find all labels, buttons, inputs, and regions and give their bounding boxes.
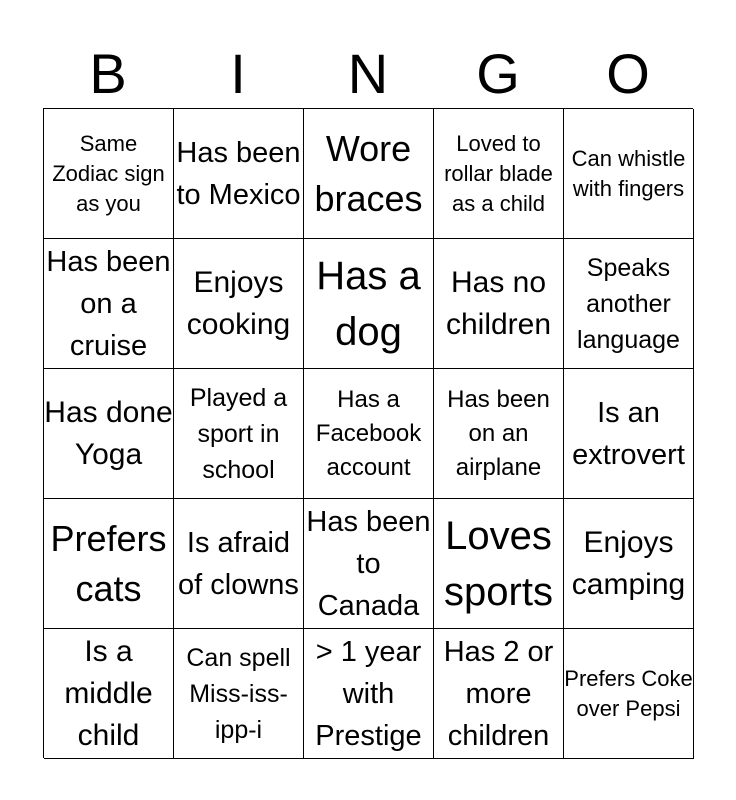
bingo-cell[interactable] xyxy=(564,239,694,369)
cell-text: Enjoys cooking xyxy=(186,265,291,341)
bingo-cell[interactable] xyxy=(174,499,304,629)
bingo-cell[interactable] xyxy=(44,629,174,759)
cell-text: Has no children xyxy=(445,265,552,341)
bingo-cell[interactable] xyxy=(44,109,174,239)
cell-text: Prefers Coke over Pepsi xyxy=(564,665,693,721)
bingo-cell[interactable] xyxy=(174,369,304,499)
cell-text: Loved to rollar blade as a child xyxy=(444,130,553,216)
cell-text: Played a sport in school xyxy=(189,383,288,484)
cell-text: Has 2 or more children xyxy=(443,635,554,752)
bingo-cell[interactable] xyxy=(564,369,694,499)
bingo-cell[interactable] xyxy=(174,109,304,239)
bingo-cell[interactable] xyxy=(434,499,564,629)
bingo-cell[interactable] xyxy=(434,239,564,369)
bingo-cell[interactable] xyxy=(434,109,564,239)
bingo-cell[interactable] xyxy=(304,629,434,759)
bingo-cell[interactable] xyxy=(44,499,174,629)
bingo-cell[interactable] xyxy=(434,369,564,499)
cell-text: Has done Yoga xyxy=(44,395,173,471)
bingo-cell[interactable] xyxy=(564,109,694,239)
cell-text: Has been on a cruise xyxy=(46,245,171,362)
cell-text: Is a middle child xyxy=(64,634,153,752)
cell-text: Is afraid of clowns xyxy=(178,526,299,601)
bingo-cell[interactable] xyxy=(304,239,434,369)
cell-text: Enjoys camping xyxy=(571,525,686,601)
cell-text: Has a dog xyxy=(316,253,421,354)
bingo-cell[interactable] xyxy=(174,239,304,369)
bingo-cell[interactable] xyxy=(174,629,304,759)
cell-text: Can spell Miss-iss-ipp-i xyxy=(186,643,291,744)
cell-text: > 1 year with Prestige xyxy=(315,635,422,752)
cell-text: Wore braces xyxy=(314,127,423,219)
bingo-cell[interactable] xyxy=(434,629,564,759)
header-letter-b: B xyxy=(89,42,127,105)
cell-text: Can whistle with fingers xyxy=(571,145,686,201)
cell-text: Has been to Mexico xyxy=(176,136,301,211)
header-letter-n: N xyxy=(347,42,389,105)
cell-text: Same Zodiac sign as you xyxy=(52,130,165,216)
header-letter-g: G xyxy=(476,42,520,105)
bingo-cell[interactable] xyxy=(304,369,434,499)
header-letter-i: I xyxy=(230,42,246,105)
bingo-cell[interactable] xyxy=(304,109,434,239)
bingo-cell[interactable] xyxy=(44,369,174,499)
bingo-cell[interactable] xyxy=(304,499,434,629)
cell-text: Has a Facebook account xyxy=(315,385,422,481)
cell-text: Prefers cats xyxy=(50,517,167,609)
bingo-cell[interactable] xyxy=(564,499,694,629)
cell-text: Is an extrovert xyxy=(572,396,685,471)
bingo-cell[interactable] xyxy=(564,629,694,759)
cell-text: Loves sports xyxy=(444,513,553,614)
cell-text: Has been on an airplane xyxy=(447,385,550,481)
bingo-grid xyxy=(43,108,693,758)
bingo-cell[interactable] xyxy=(44,239,174,369)
header-letter-o: O xyxy=(606,42,650,105)
cell-text: Has been to Canada xyxy=(306,505,431,622)
cell-text: Speaks another language xyxy=(577,253,680,354)
bingo-header xyxy=(43,40,693,108)
